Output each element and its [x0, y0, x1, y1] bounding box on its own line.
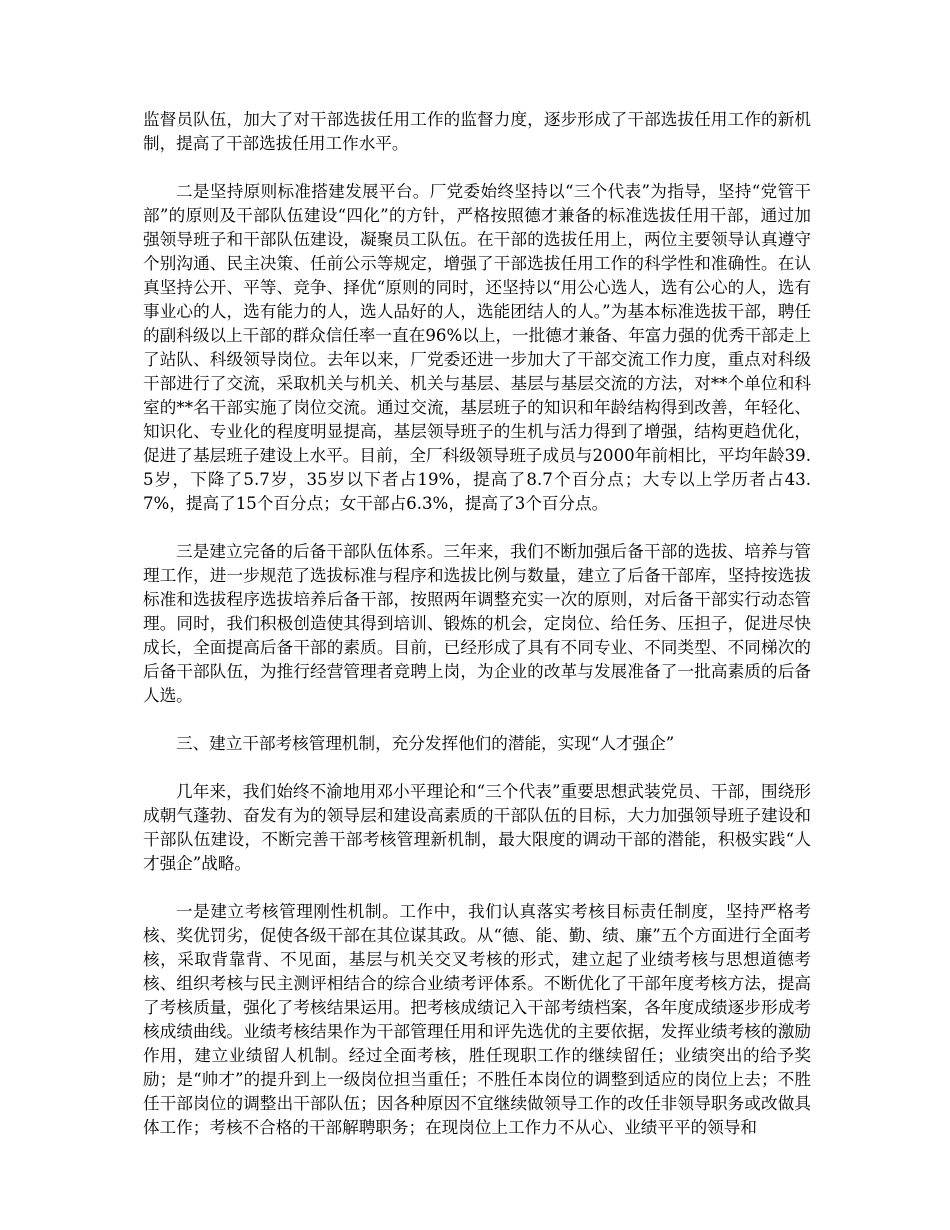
- paragraph-principle-standards: 二是坚持原则标准搭建发展平台。厂党委始终坚持以“三个代表”为指导，坚持“党管干部”的原则及干部队伍建设“四化”的方针，严格按照德才兼备的标准选拔任用干部，通过加强领导班子和干部队伍建设，凝聚员工队伍。在干部的选拔任用上，两位主要领导认真遵守个别沟通、民主决策、任前公示等规定，增强了干部选拔任用工作的科学性和准确性。在认真坚持公开、平等、竞争、择优“原则的同时，还坚持以“用公心选人，选有公心的人，选有事业心的人，选有能力的人，选人品好的人，选能团结人的人。”为基本标准选拔干部，聘任的副科级以上干部的群众信任率一直在96%以上，一批德才兼备、年富力强的优秀干部走上了站队、科级领导岗位。去年以来，厂党委还进一步加大了干部交流工作力度，重点对科级干部进行了交流，采取机关与机关、机关与基层、基层与基层交流的方法，对**个单位和科室的**名干部实施了岗位交流。通过交流，基层班子的知识和年龄结构得到改善，年轻化、知识化、专业化的程度明显提高，基层领导班子的生机与活力得到了增强，结构更趋优化，促进了基层班子建设上水平。目前，全厂科级领导班子成员与2000年前相比，平均年龄39.5岁，下降了5.7岁，35岁以下者占19%，提高了8.7个百分点；大专以上学历者占43.7%，提高了15个百分点；女干部占6.3%，提高了3个百分点。: [143, 182, 811, 513]
- section-heading-assessment-mechanism: 三、建立干部考核管理机制，充分发挥他们的潜能，实现“人才强企”: [176, 734, 675, 753]
- document-page: [143, 108, 811, 1140]
- paragraph-recent-years: 几年来，我们始终不渝地用邓小平理论和“三个代表”重要思想武装党员、干部，围绕形成朝气蓬勃、奋发有为的领导层和建设高素质的干部队伍的目标，大力加强领导班子建设和干部队伍建设，不断完善干部考核管理新机制，最大限度的调动干部的潜能，积极实践“人才强企”战略。: [143, 782, 811, 873]
- paragraph-supervision-continuation: 监督员队伍，加大了对干部选拔任用工作的监督力度，逐步形成了干部选拔任用工作的新机制，提高了干部选拔任用工作水平。: [143, 110, 811, 153]
- paragraph-rigid-assessment: 一是建立考核管理刚性机制。工作中，我们认真落实考核目标责任制度，坚持严格考核、奖优罚劣，促使各级干部在其位谋其政。从“德、能、勤、绩、廉”五个方面进行全面考核，采取背靠背、不见面，基层与机关交叉考核的形式，建立起了业绩考核与思想道德考核、组织考核与民主测评相结合的综合业绩考评体系。不断优化了干部年度考核方法，提高了考核质量，强化了考核结果运用。把考核成绩记入干部考绩档案，各年度成绩逐步形成考核成绩曲线。业绩考核结果作为干部管理任用和评先选优的主要依据，发挥业绩考核的激励作用，建立业绩留人机制。经过全面考核，胜任现职工作的继续留任；业绩突出的给予奖励；是“帅才”的提升到上一级岗位担当重任；不胜任本岗位的调整到适应的岗位上去；不胜任干部岗位的调整出干部队伍；因各种原因不宜继续做领导工作的改任非领导职务或改做具体工作；考核不合格的干部解聘职务；在现岗位上工作力不从心、业绩平平的领导和: [143, 902, 811, 1137]
- paragraph-reserve-cadres: 三是建立完备的后备干部队伍体系。三年来，我们不断加强后备干部的选拔、培养与管理工作，进一步规范了选拔标准与程序和选拔比例与数量，建立了后备干部库，坚持按选拔标准和选拔程序选拔培养后备干部，按照两年调整充实一次的原则，对后备干部实行动态管理。同时，我们积极创造使其得到培训、锻炼的机会，定岗位、给任务、压担子，促进尽快成长，全面提高后备干部的素质。目前，已经形成了具有不同专业、不同类型、不同梯次的后备干部队伍，为推行经营管理者竞聘上岗，为企业的改革与发展准备了一批高素质的后备人选。: [143, 542, 811, 705]
